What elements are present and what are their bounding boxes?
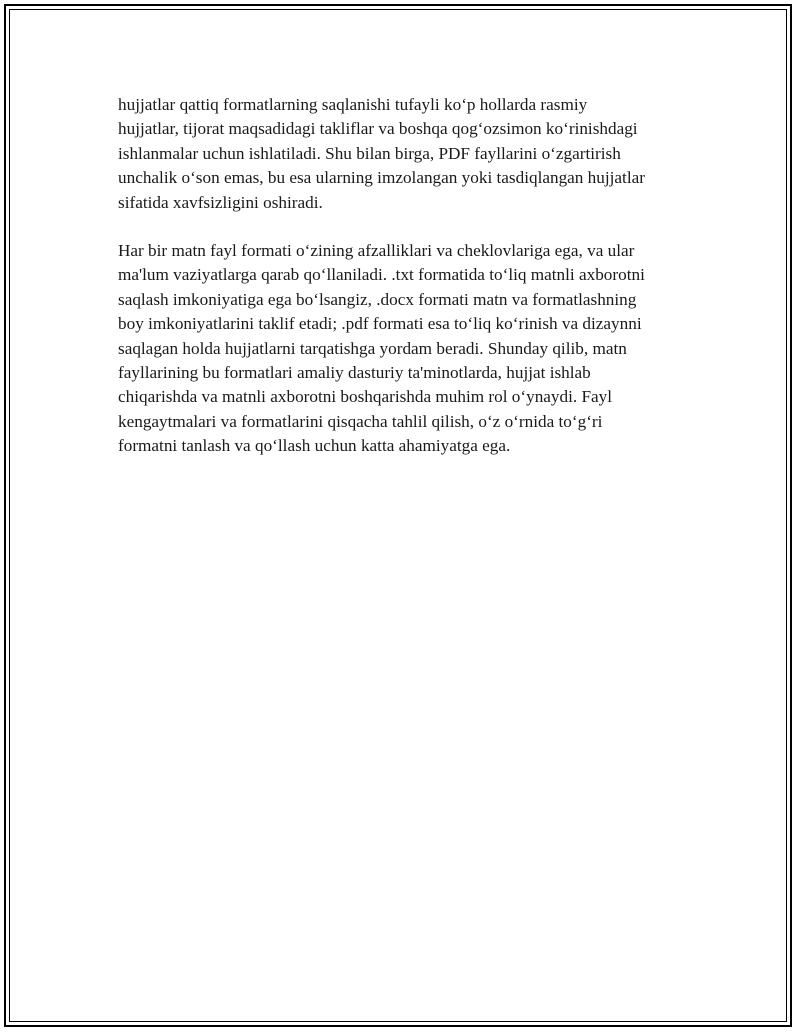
- document-body: [118, 93, 678, 483]
- paragraph-format-summary: Har bir matn fayl formati o‘zining afzalliklari va cheklovlariga ega, va ular ma'lum vaziyatlarga qarab qo‘llaniladi. .txt formatida to‘liq matnli axborotni saqlash imkoniyatiga ega bo‘lsangiz, .docx formati matn va formatlashning boy imkoniyatlarini taklif etadi; .pdf formati esa to‘liq ko‘rinish va dizaynni saqlagan holda hujjatlarni tarqatishga yordam beradi. Shunday qilib, matn fayllarining bu formatlari amaliy dasturiy ta'minotlarda, hujjat ishlab chiqarishda va matnli axborotni boshqarishda muhim rol o‘ynaydi. Fayl kengaytmalari va formatlarini qisqacha tahlil qilish, o‘z o‘rnida to‘g‘ri formatni tanlash va qo‘llash uchun katta ahamiyatga ega.: [118, 241, 645, 456]
- paragraph-pdf-usage: hujjatlar qattiq formatlarning saqlanishi tufayli ko‘p hollarda rasmiy hujjatlar, tijorat maqsadidagi takliflar va boshqa qog‘ozsimon ko‘rinishdagi ishlanmalar uchun ishlatiladi. Shu bilan birga, PDF fayllarini o‘zgartirish unchalik o‘son emas, bu esa ularning imzolangan yoki tasdiqlangan hujjatlar sifatida xavfsizligini oshiradi.: [118, 95, 645, 212]
